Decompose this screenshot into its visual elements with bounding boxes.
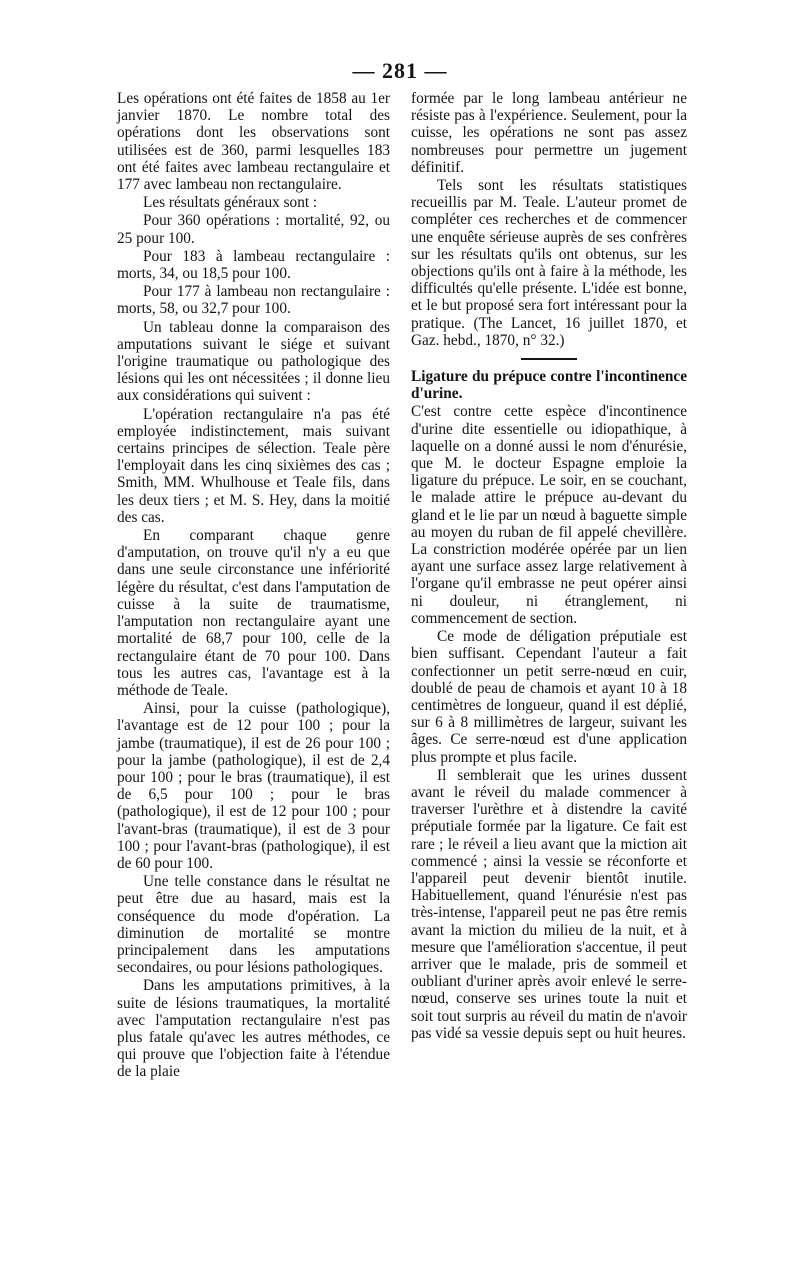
page-number: — 281 — [352, 58, 448, 83]
paragraph: C'est contre cette espèce d'incontinence d'urine dite essentielle ou idiopathique, à laquelle on a donné aussi le nom d'énurésie, que M. le docteur Espagne emploie la ligature du prépuce. Le soir, en se couchant, le malade attire le prépuce au-devant du gland et le lie par un nœud à baguette simple au moyen du ruban de fil appelé chevillère. La constriction modérée opérée par un lien ayant une surface assez large relativement à l'organe qu'il embrasse ne peut opérer ainsi ni douleur, ni étranglement, ni commencement de section. [411, 403, 687, 627]
left-column [117, 90, 390, 1081]
paragraph: Les opérations ont été faites de 1858 au 1er janvier 1870. Le nombre total des opérations dont les observations sont utilisées est de 360, parmi lesquelles 183 ont été faites avec lambeau rectangulaire et 177 avec lambeau non rectangulaire. [117, 90, 390, 194]
paragraph: Pour 360 opérations : mortalité, 92, ou 25 pour 100. [117, 212, 390, 247]
section-title: Ligature du prépuce contre l'incontinence d'urine. [411, 368, 687, 403]
paragraph: Tels sont les résultats statistiques recueillis par M. Teale. L'auteur promet de compléter ces recherches et de commencer une enquête sérieuse auprès de ses confrères sur les résultats qu'ils ont obtenus, sur les objections qu'ils ont à faire à la méthode, les difficultés qu'elle présente. L'idée est bonne, et le but proposé sera fort intéressant pour la pratique. (The Lancet, 16 juillet 1870, et Gaz. hebd., 1870, n° 32.) [411, 177, 687, 349]
paragraph: Il semblerait que les urines dussent avant le réveil du malade commencer à traverser l'urèthre et à distendre la cavité préputiale formée par la ligature. Ce fait est rare ; le réveil a lieu avant que la miction ait commencé ; ainsi la vessie se réconforte et l'appareil peut devenir bientôt inutile. Habituellement, quand l'énurésie n'est pas très-intense, l'appareil peut ne pas être remis avant la miction du milieu de la nuit, et à mesure que l'amélioration s'accentue, il peut arriver que le malade, pris de sommeil et oubliant d'uriner après avoir enlevé le serre-nœud, conserve ses urines toute la nuit et soit tout surpris au réveil du matin de n'avoir pas vidé sa vessie depuis sept ou huit heures. [411, 766, 687, 1042]
paragraph: Ainsi, pour la cuisse (pathologique), l'avantage est de 12 pour 100 ; pour la jambe (traumatique), il est de 26 pour 100 ; pour la jambe (pathologique), il est de 2,4 pour 100 ; pour le bras (traumatique), il est de 6,5 pour 100 ; pour le bras (pathologique), il est de 12 pour 100 ; pour l'avant-bras (traumatique), il est de 3 pour 100 ; pour l'avant-bras (pathologique), il est de 60 pour 100. [117, 700, 390, 872]
paragraph: Une telle constance dans le résultat ne peut être due au hasard, mais est la conséquence du mode d'opération. La diminution de mortalité se montre principalement dans les amputations secondaires, ou pour lésions pathologiques. [117, 873, 390, 977]
paragraph: Dans les amputations primitives, à la suite de lésions traumatiques, la mortalité avec l'amputation rectangulaire n'est pas plus fatale qu'avec les autres méthodes, ce qui prouve que l'objection faite à l'étendue de la plaie [117, 977, 390, 1081]
paragraph: Pour 177 à lambeau non rectangulaire : morts, 58, ou 32,7 pour 100. [117, 283, 390, 318]
paragraph: Les résultats généraux sont : [143, 194, 318, 212]
paragraph: L'opération rectangulaire n'a pas été employée indistinctement, mais suivant certains principes de sélection. Teale père l'employait dans les cinq sixièmes des cas ; Smith, MM. Whulhouse et Teale fils, dans les deux tiers ; et M. S. Hey, dans la moitié des cas. [117, 405, 390, 526]
paragraph: Pour 183 à lambeau rectangulaire : morts, 34, ou 18,5 pour 100. [117, 247, 390, 283]
paragraph: formée par le long lambeau antérieur ne résiste pas à l'expérience. Seulement, pour la cuisse, les opérations ne sont pas assez nombreuses pour permettre un jugement définitif. [411, 90, 687, 176]
paragraph: Un tableau donne la comparaison des amputations suivant le siége et suivant l'origine traumatique ou pathologique des lésions qui les ont nécessitées ; il donne lieu aux considérations qui suivent : [117, 318, 390, 405]
paragraph: En comparant chaque genre d'amputation, on trouve qu'il n'y a eu que dans une seule circonstance une infériorité légère du résultat, c'est dans l'amputation de cuisse à la suite de traumatisme, l'amputation non rectangulaire ayant une mortalité de 68,7 pour 100, celle de la rectangulaire étant de 70 pour 100. Dans tous les autres cas, l'avantage est à la méthode de Teale. [117, 527, 390, 699]
right-column [411, 90, 687, 1042]
paragraph: Ce mode de déligation préputiale est bien suffisant. Cependant l'auteur a fait confectionner un petit serre-nœud en cuir, doublé de peau de chamois et ayant 10 à 18 centimètres de longueur, quand il est déplié, sur 6 à 8 millimètres de largeur, suivant les âges. Ce serre-nœud est d'une application plus prompte et plus facile. [411, 628, 687, 766]
section-divider [521, 358, 577, 360]
